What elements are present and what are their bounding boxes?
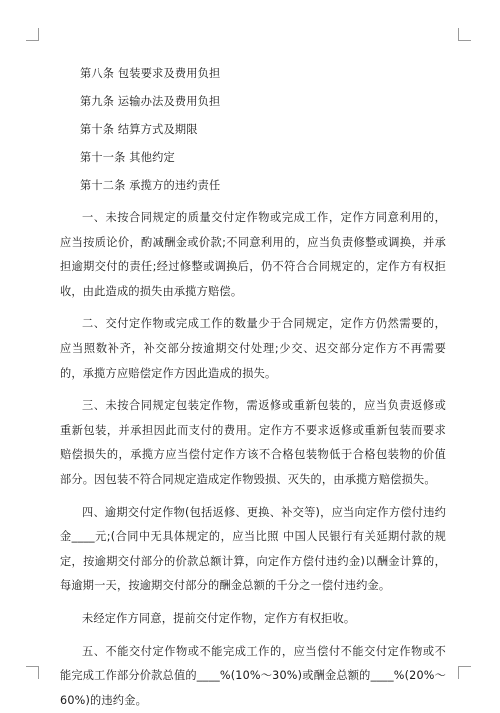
article-9-heading: 第九条 运输办法及费用负担 [80, 94, 446, 110]
article-8-heading: 第八条 包装要求及费用负担 [80, 66, 446, 82]
crop-mark-top-right [458, 28, 471, 41]
clause-4-paragraph: 四、逾期交付定作物(包括返修、更换、补交等)，应当向定作方偿付违约金____元;(合同中无具体规定的，应当比照 中国人民银行有关延期付款的规定，按逾期交付部分的价款总额计算，向定作方偿付违约金)以酬金计算的，每逾期一天，按逾期交付部分的酬金总额的千分之一偿付违约金。 [60, 501, 446, 599]
clause-1-paragraph: 一、未按合同规定的质量交付定作物或完成工作，定作方同意利用的，应当按质论价，酌减酬金或价款;不同意利用的，应当负责修整或调换，并承担逾期交付的责任;经过修整或调换后，仍不符合合同规定的，定作方有权拒收，由此造成的损失由承揽方赔偿。 [60, 206, 446, 304]
clause-2-paragraph: 二、交付定作物或完成工作的数量少于合同规定，定作方仍然需要的，应当照数补齐，补交部分按逾期交付处理;少交、迟交部分定作方不再需要的，承揽方应赔偿定作方因此造成的损失。 [60, 312, 446, 386]
clause-5-paragraph: 五、不能交付定作物或不能完成工作的，应当偿付不能交付定作物或不能完成工作部分价款总值的____%(10%～30%)或酬金总额的____%(20%～60%)的违约金。 [60, 640, 446, 713]
clause-3-paragraph: 三、未按合同规定包装定作物，需返修或重新包装的，应当负责返修或重新包装，并承担因此而支付的费用。定作方不要求返修或重新包装而要求赔偿损失的，承揽方应当偿付定作方该不合格包装物低于合格包装物的价值部分。因包装不符合同规定造成定作物毁损、灭失的，由承揽方赔偿损失。 [60, 394, 446, 492]
article-12-heading: 第十二条 承揽方的违约责任 [80, 178, 446, 194]
article-11-heading: 第十一条 其他约定 [80, 150, 446, 166]
early-delivery-paragraph: 未经定作方同意，提前交付定作物，定作方有权拒收。 [60, 607, 446, 632]
document-body [60, 66, 446, 713]
crop-mark-top-left [26, 28, 39, 41]
article-10-heading: 第十条 结算方式及期限 [80, 122, 446, 138]
crop-mark-bottom-right [458, 666, 471, 679]
crop-mark-bottom-left [26, 666, 39, 679]
